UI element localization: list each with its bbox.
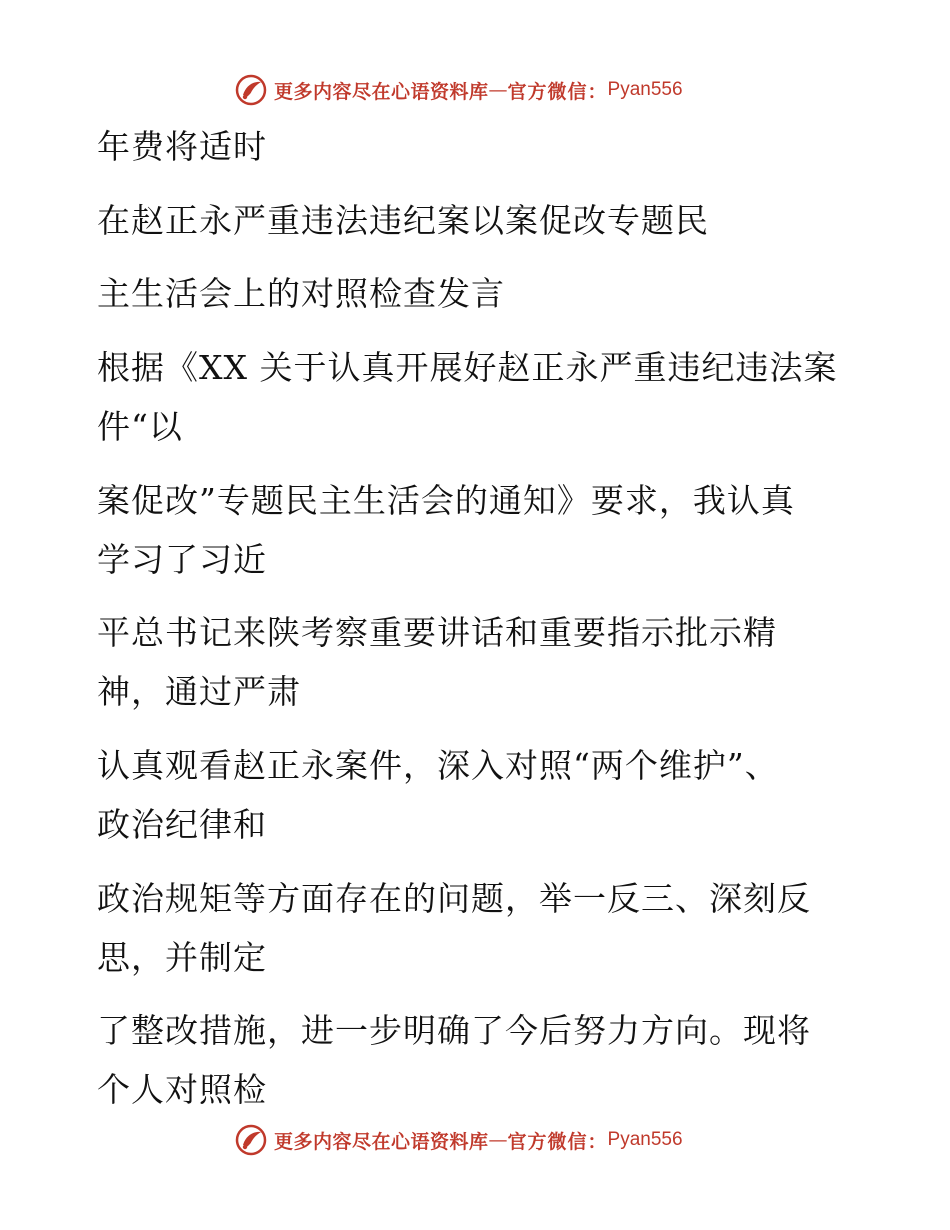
document-line: 神，通过严肃 [97,672,301,711]
banner-separator: — [488,79,508,101]
document-line: 年费将适时 [97,127,267,166]
document-line: 主生活会上的对照检查发言 [97,274,505,313]
banner-contact-label: 官方微信： [507,1130,608,1153]
document-line: 件“以 [97,407,183,446]
banner-separator: — [488,1129,508,1151]
footer-watermark-banner [234,1122,683,1158]
document-line: 思，并制定 [97,938,267,977]
document-line: 根据《XX 关于认真开展好赵正永严重违纪违法案 [97,348,838,387]
banner-wechat-id: Pyan556 [607,1129,683,1150]
banner-contact-label: 官方微信： [507,80,608,103]
document-line: 政治纪律和 [97,805,267,844]
document-line: 在赵正永严重违法违纪案以案促改专题民 [97,201,709,240]
brand-logo-icon [234,1123,268,1157]
document-line: 认真观看赵正永案件，深入对照“两个维护”、 [97,746,779,785]
document-line: 政治规矩等方面存在的问题，举一反三、深刻反 [97,879,811,918]
header-watermark-banner [234,72,683,108]
banner-brand-text: 更多内容尽在心语资料库 [274,1130,489,1153]
document-line: 案促改”专题民主生活会的通知》要求，我认真 [97,481,795,520]
brand-logo-icon [234,73,268,107]
banner-wechat-id: Pyan556 [607,79,683,100]
document-line: 学习了习近 [97,540,267,579]
document-line: 了整改措施，进一步明确了今后努力方向。现将 [97,1011,811,1050]
document-line: 个人对照检 [97,1070,267,1109]
banner-brand-text: 更多内容尽在心语资料库 [274,80,489,103]
document-line: 平总书记来陕考察重要讲话和重要指示批示精 [97,613,777,652]
